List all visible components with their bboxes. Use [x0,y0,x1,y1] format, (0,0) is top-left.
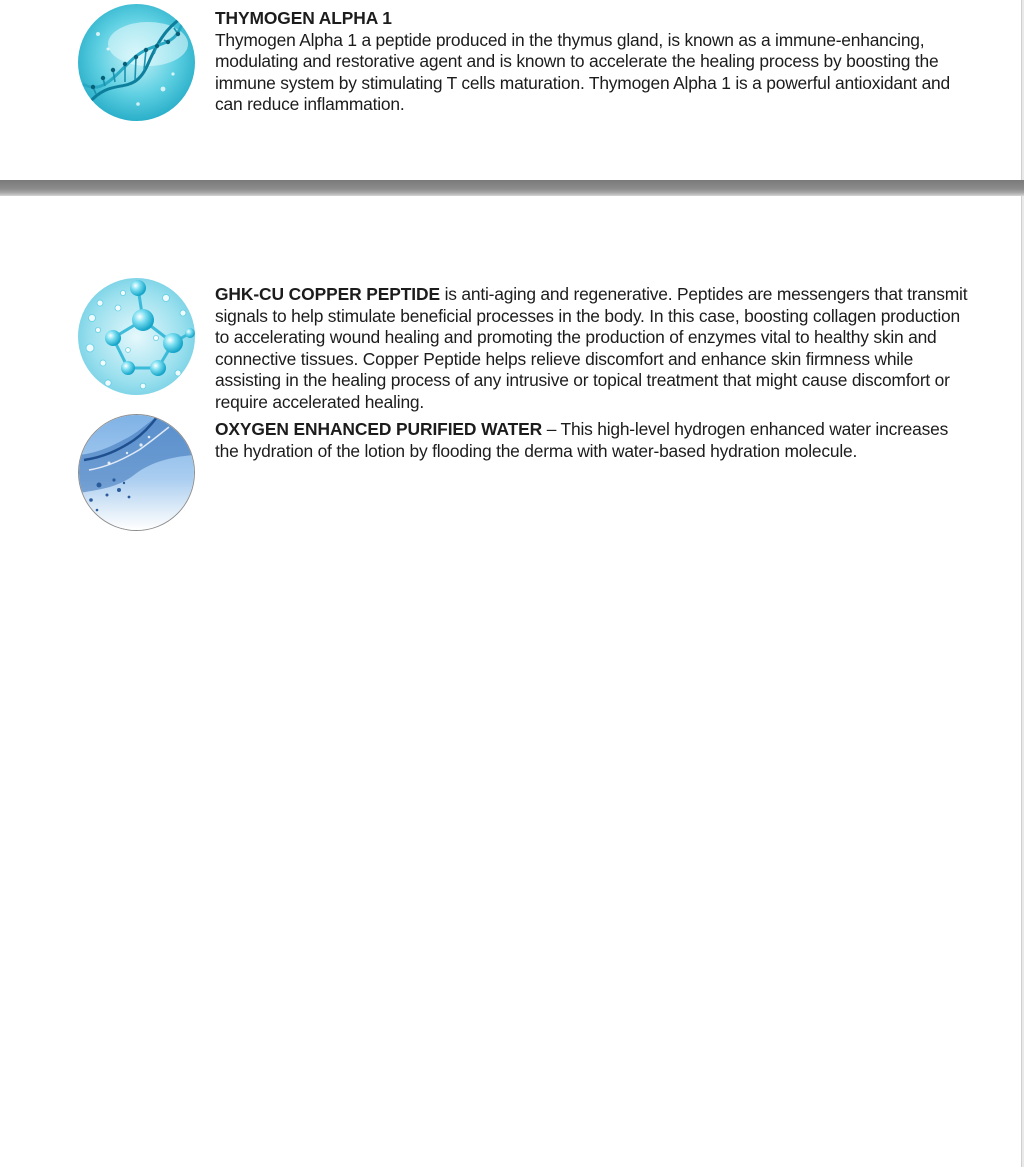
document-page-2 [0,196,1022,1167]
ingredient-text [215,8,975,116]
page-break-divider [0,180,1024,196]
title-separator: – [542,419,561,439]
ingredient-description: This high-level hydrogen enhanced water increases the hydration of the lotion by flooding the derma with water-based hydration molecule. [215,419,949,461]
ingredient-title: THYMOGEN ALPHA 1 [215,8,392,28]
document-page-1 [0,0,1022,180]
water-splash-icon [78,414,195,531]
ingredient-description: is anti-aging and regenerative. Peptides are messengers that transmit signals to help stimulate beneficial processes in the body. In this case, boosting collagen production to accelerating wound healing and promoting the production of enzymes vital to healthy skin and connective tissues. Copper Peptide helps relieve discomfort and enhance skin firmness while assisting in the healing process of any intrusive or topical treatment that might cause discomfort or require accelerated healing. [215,284,968,412]
ingredient-description: Thymogen Alpha 1 a peptide produced in the thymus gland, is known as a immune-enhancing, modulating and restorative agent and is known to accelerate the healing process by boosting the immune system by stimulating T cells maturation. Thymogen Alpha 1 is a powerful antioxidant and can reduce inflammation. [215,29,950,115]
dna-helix-icon [78,4,195,121]
ingredient-title: OXYGEN ENHANCED PURIFIED WATER [215,419,543,439]
ingredient-text [215,284,975,414]
ingredient-text [215,419,975,462]
ingredient-title: GHK-CU COPPER PEPTIDE [215,284,440,304]
molecule-icon [78,278,195,395]
